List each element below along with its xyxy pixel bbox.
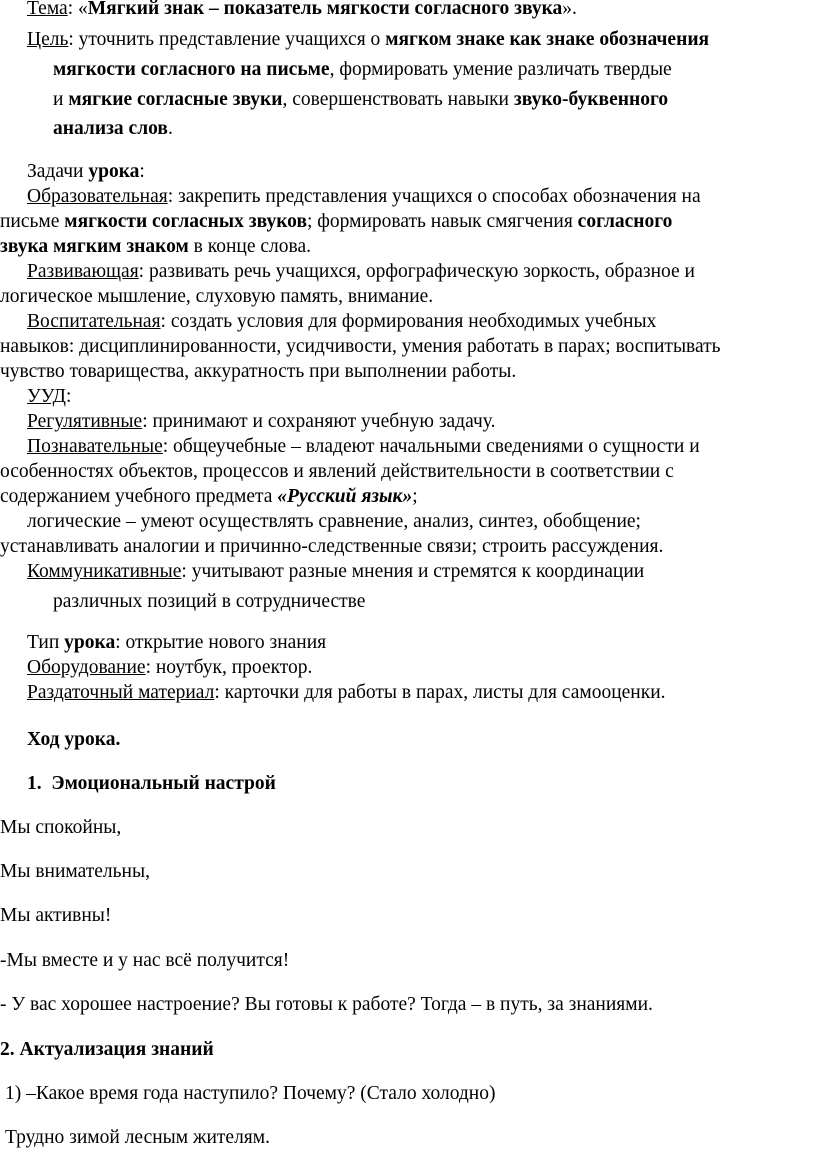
section-2-heading: 2. Актуализация знаний	[0, 1039, 214, 1060]
goal-line-1: Цель: уточнить представление учащихся о мягком знаке как знаке обозначения	[27, 29, 710, 50]
upbringing-label: Воспитательная	[27, 311, 161, 332]
goal-line-4: анализа слов.	[53, 118, 173, 139]
upbringing-line-2: навыков: дисциплинированности, усидчивости, умения работать в парах; воспитывать	[0, 336, 721, 357]
uud-label: УУД	[27, 386, 66, 407]
question-line: 1) –Какое время года наступило? Почему? (Стало холодно)	[5, 1083, 496, 1104]
topic-title: Мягкий знак – показатель мягкости согласного звука	[87, 0, 563, 19]
goal-label: Цель	[27, 29, 69, 50]
subject-name: «Русский язык»	[277, 486, 413, 507]
communicative-line-2: различных позиций в сотрудничестве	[53, 591, 366, 612]
developing-line-1: Развивающая: развивать речь учащихся, орфографическую зоркость, образное и	[27, 261, 695, 282]
cognitive-line-2: особенностях объектов, процессов и явлений действительности в соответствии с	[0, 461, 674, 482]
tasks-heading: Задачи урока:	[27, 161, 145, 182]
regulatory-line: Регулятивные: принимают и сохраняют учебную задачу.	[27, 411, 496, 432]
developing-line-2: логическое мышление, слуховую память, внимание.	[0, 286, 434, 307]
equipment-label: Оборудование	[27, 657, 146, 678]
handout-line: Раздаточный материал: карточки для работы в парах, листы для самооценки.	[27, 682, 666, 703]
poem-line: -Мы вместе и у нас всё получится!	[0, 950, 290, 971]
regulatory-label: Регулятивные	[27, 411, 143, 432]
goal-line-2: мягкости согласного на письме, формировать умение различать твердые	[53, 59, 672, 80]
communicative-line-1: Коммуникативные: учитывают разные мнения и стремятся к координации	[27, 561, 645, 582]
educational-label: Образовательная	[27, 186, 168, 207]
developing-label: Развивающая	[27, 261, 139, 282]
equipment-line: Оборудование: ноутбук, проектор.	[27, 657, 313, 678]
question-line: Трудно зимой лесным жителям.	[5, 1127, 270, 1148]
cognitive-line-3: содержанием учебного предмета «Русский язык»;	[0, 486, 418, 507]
logical-line-1: логические – умеют осуществлять сравнение, анализ, синтез, обобщение;	[27, 511, 641, 532]
poem-line: Мы внимательны,	[0, 861, 150, 882]
uud-heading: УУД:	[27, 386, 72, 407]
educational-line-2: письме мягкости согласных звуков; формировать навык смягчения согласного	[0, 211, 673, 232]
goal-line-3: и мягкие согласные звуки, совершенствовать навыки звуко-буквенного	[53, 89, 669, 110]
logical-line-2: устанавливать аналогии и причинно-следственные связи; строить рассуждения.	[0, 536, 664, 557]
educational-line-3: звука мягким знаком в конце слова.	[0, 236, 312, 257]
poem-line: - У вас хорошее настроение? Вы готовы к работе? Тогда – в путь, за знаниями.	[0, 994, 653, 1015]
educational-line-1: Образовательная: закрепить представления учащихся о способах обозначения на	[27, 186, 701, 207]
communicative-label: Коммуникативные	[27, 561, 182, 582]
poem-line: Мы спокойны,	[0, 817, 122, 838]
topic-line: Тема: «Мягкий знак – показатель мягкости согласного звука».	[27, 0, 577, 19]
poem-line: Мы активны!	[0, 905, 112, 926]
lesson-progress-heading: Ход урока.	[27, 729, 121, 750]
upbringing-line-1: Воспитательная: создать условия для формирования необходимых учебных	[27, 311, 657, 332]
cognitive-label: Познавательные	[27, 436, 163, 457]
topic-label: Тема	[27, 0, 68, 19]
handout-label: Раздаточный материал	[27, 682, 215, 703]
cognitive-line-1: Познавательные: общеучебные – владеют начальными сведениями о сущности и	[27, 436, 700, 457]
upbringing-line-3: чувство товарищества, аккуратность при выполнении работы.	[0, 361, 517, 382]
section-1-heading: 1. Эмоциональный настрой	[27, 773, 276, 794]
lesson-type-line: Тип урока: открытие нового знания	[27, 632, 327, 653]
